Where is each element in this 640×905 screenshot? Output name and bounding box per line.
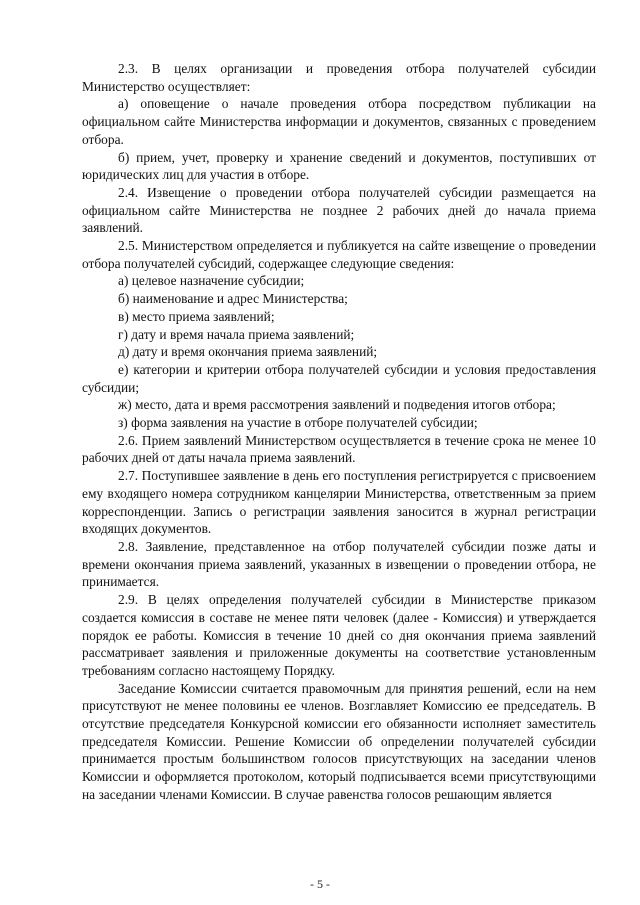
list-item-v: в) место приема заявлений; — [118, 308, 275, 324]
page-number: - 5 - — [310, 877, 330, 891]
paragraph-2-9: 2.9. В целях определения получателей субсидии в Министерстве приказом создается комиссия в составе не менее пяти человек (далее - Комиссия) и утверждается порядок ее работы. Комиссия в течение 10 дней со дня окончания приема заявлений рассматривает заявления и приложенные документы на соответствие установленным требованиям согласно настоящему Порядку. — [82, 592, 596, 678]
paragraph-2-3-b: б) прием, учет, проверку и хранение сведений и документов, поступивших от юридических лиц для участия в отборе. — [82, 149, 596, 183]
paragraph-2-3-a: а) оповещение о начале проведения отбора посредством публикации на официальном сайте Министерства информации и документов, связанных с проведением отбора. — [82, 96, 596, 147]
paragraph-2-5: 2.5. Министерством определяется и публикуется на сайте извещение о проведении отбора получателей субсидий, содержащее следующие сведения: — [82, 238, 596, 271]
paragraph-2-4: 2.4. Извещение о проведении отбора получателей субсидии размещается на официальном сайте Министерства не позднее 2 рабочих дней до начала приема заявлений. — [82, 184, 596, 236]
paragraph-commission-meeting: Заседание Комиссии считается правомочным для принятия решений, если на нем присутствуют не менее половины ее членов. Возглавляет Комиссию ее председатель. В отсутствие председателя Конкурсной комиссии его обязанности исполняет заместитель председателя Комиссии. Решение Комиссии об определении получателей субсидии принимается простым большинством голосов присутствующих на заседании членов Комиссии и оформляется протоколом, который подписывается всеми присутствующими на заседании членами Комиссии. В случае равенства голосов решающим является — [82, 680, 596, 802]
list-item-g: г) дату и время начала приема заявлений; — [118, 326, 355, 342]
paragraph-2-7: 2.7. Поступившее заявление в день его поступления регистрируется с присвоением ему входящего номера сотрудником канцелярии Министерства, ответственным за прием корреспонденции. Запись о регистрации заявления заносится в журнал регистрации входящих документов. — [82, 468, 596, 537]
list-item-b: б) наименование и адрес Министерства; — [118, 291, 348, 307]
list-item-d: д) дату и время окончания приема заявлений; — [118, 344, 378, 360]
list-item-a: а) целевое назначение субсидии; — [118, 273, 305, 289]
paragraph-2-3: 2.3. В целях организации и проведения отбора получателей субсидии Министерство осуществляет: — [82, 61, 596, 94]
paragraph-2-6: 2.6. Прием заявлений Министерством осуществляется в течение срока не менее 10 рабочих дней от даты начала приема заявлений. — [82, 432, 596, 466]
list-item-z: з) форма заявления на участие в отборе получателей субсидии; — [118, 415, 478, 431]
list-item-zh: ж) место, дата и время рассмотрения заявлений и подведения итогов отбора; — [118, 397, 556, 413]
paragraph-2-8: 2.8. Заявление, представленное на отбор получателей субсидии позже даты и времени окончания приема заявлений, указанных в извещении о проведении отбора, не принимается. — [82, 538, 596, 590]
document-body — [82, 60, 596, 804]
list-item-e: е) категории и критерии отбора получателей субсидии и условия предоставления субсидии; — [82, 361, 596, 395]
